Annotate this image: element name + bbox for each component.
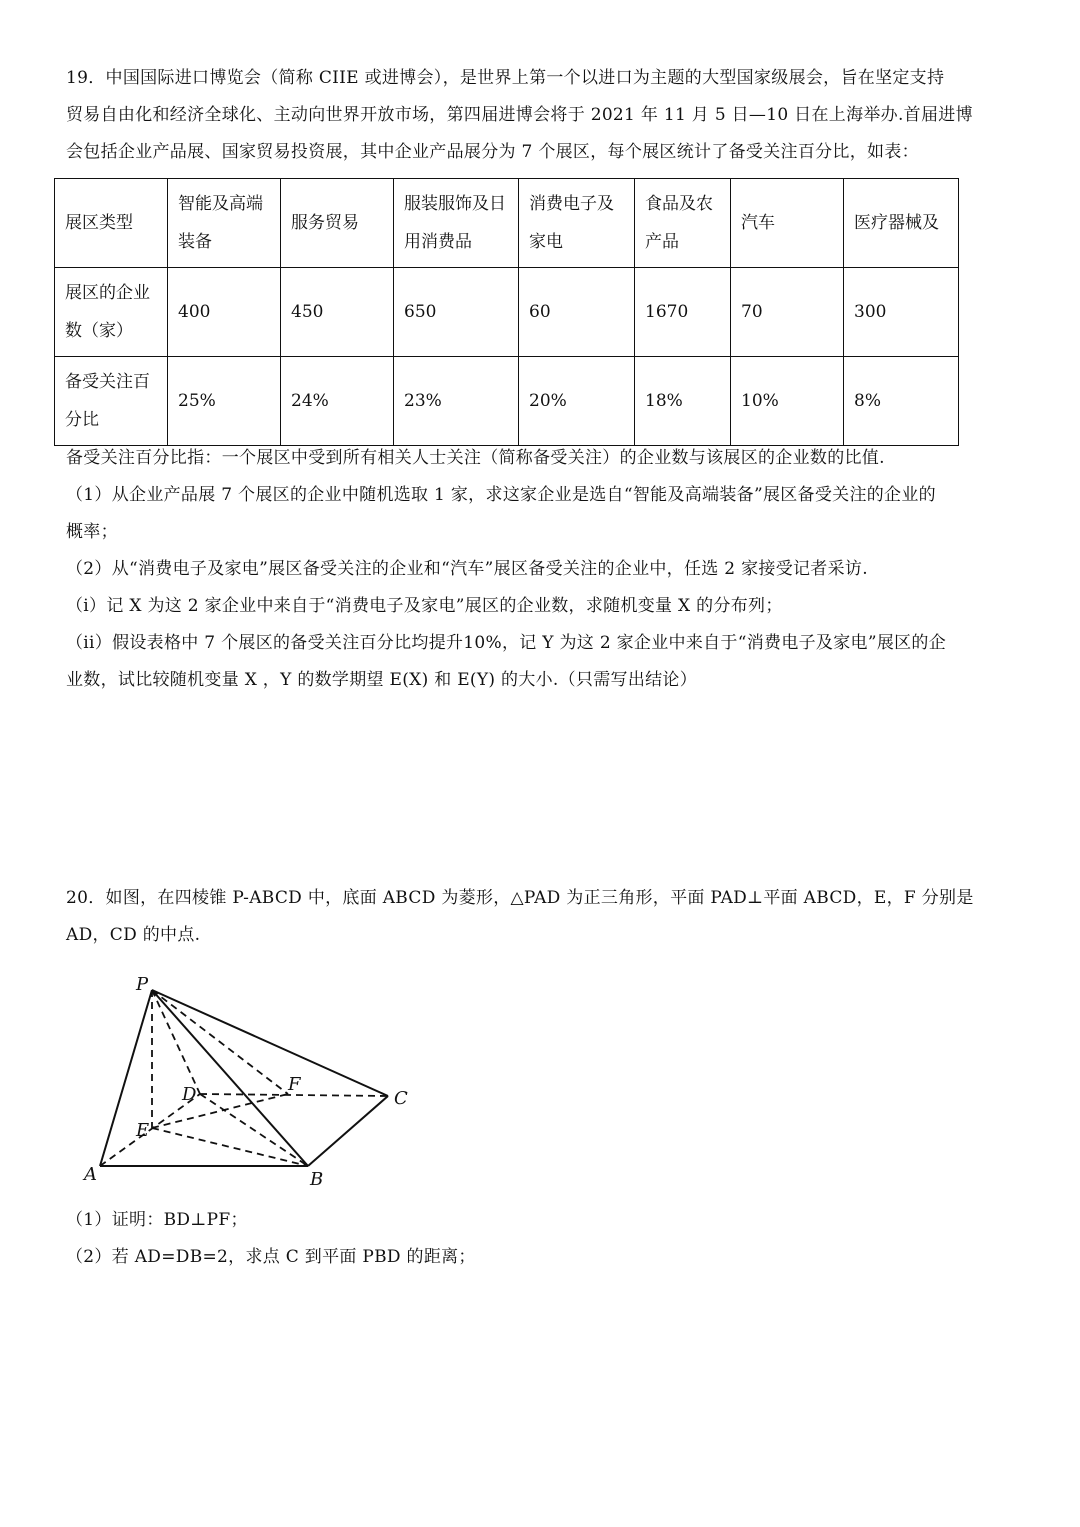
- question-2-line: （2）从“消费电子及家电”展区备受关注的企业和“汽车”展区备受关注的企业中，任选 2 家接受记者采访.: [66, 559, 868, 579]
- problem-20-line-2: AD，CD 的中点.: [66, 925, 201, 945]
- cell-count: 650: [394, 268, 519, 357]
- row-header-count: 展区的企业数（家）: [55, 268, 168, 357]
- cell-percent: 23%: [394, 357, 519, 446]
- label-F: F: [288, 1074, 301, 1095]
- cell-percent: 25%: [168, 357, 281, 446]
- cell-type: 食品及农产品: [635, 179, 731, 268]
- table-row-percent: [55, 357, 959, 446]
- label-C: C: [394, 1088, 408, 1109]
- cell-count: 1670: [635, 268, 731, 357]
- question-2i-line: （i）记 X 为这 2 家企业中来自于“消费电子及家电”展区的企业数，求随机变量 X 的分布列；: [66, 596, 783, 616]
- problem-20-questions: [66, 1202, 1020, 1276]
- problem-20-part-2: （2）若 AD=DB=2，求点 C 到平面 PBD 的距离；: [66, 1247, 476, 1267]
- exhibition-table: [54, 178, 959, 446]
- problem-20-part-1: （1）证明：BD⊥PF；: [66, 1210, 248, 1230]
- label-P: P: [136, 974, 149, 995]
- cell-type: 服务贸易: [281, 179, 394, 268]
- cell-count: 70: [731, 268, 844, 357]
- problem-19-line-3: 会包括企业产品展、国家贸易投资展，其中企业产品展分为 7 个展区，每个展区统计了备受关注百分比，如表：: [66, 142, 919, 162]
- pyramid-diagram: [70, 970, 430, 1190]
- definition-line: 备受关注百分比指：一个展区中受到所有相关人士关注（简称备受关注）的企业数与该展区的企业数的比值.: [66, 448, 885, 468]
- cell-percent: 10%: [731, 357, 844, 446]
- cell-count: 400: [168, 268, 281, 357]
- problem-19-intro: [66, 60, 1020, 171]
- label-D: D: [182, 1084, 197, 1105]
- cell-type: 智能及高端装备: [168, 179, 281, 268]
- cell-count: 300: [844, 268, 959, 357]
- label-E: E: [136, 1120, 150, 1141]
- cell-percent: 24%: [281, 357, 394, 446]
- label-B: B: [310, 1169, 324, 1190]
- segment-EB: [152, 1128, 308, 1166]
- problem-20-intro: [66, 880, 1020, 954]
- problem-19-line-1: 19．中国国际进口博览会（简称 CIIE 或进博会），是世界上第一个以进口为主题的大型国家级展会，旨在坚定支持: [66, 68, 945, 88]
- cell-percent: 8%: [844, 357, 959, 446]
- pyramid-figure: [70, 970, 430, 1195]
- cell-percent: 18%: [635, 357, 731, 446]
- edge-BC: [308, 1096, 388, 1166]
- cell-type: 消费电子及家电: [519, 179, 635, 268]
- problem-19-line-2: 贸易自由化和经济全球化、主动向世界开放市场，第四届进博会将于 2021 年 11 月 5 日—10 日在上海举办.首届进博: [66, 105, 973, 125]
- cell-type: 汽车: [731, 179, 844, 268]
- edge-PD: [152, 990, 200, 1094]
- segment-EF: [152, 1094, 288, 1128]
- cell-type: 医疗器械及: [844, 179, 959, 268]
- cell-percent: 20%: [519, 357, 635, 446]
- cell-type: 服装服饰及日用消费品: [394, 179, 519, 268]
- label-A: A: [84, 1164, 97, 1185]
- row-header-type: 展区类型: [55, 179, 168, 268]
- row-header-percent: 备受关注百分比: [55, 357, 168, 446]
- question-2ii-line-1: （ii）假设表格中 7 个展区的备受关注百分比均提升10%，记 Y 为这 2 家企业中来自于“消费电子及家电”展区的企: [66, 633, 947, 653]
- edge-PB: [152, 990, 308, 1166]
- question-2ii-line-2: 业数，试比较随机变量 X ，Y 的数学期望 E(X) 和 E(Y) 的大小.（只需写出结论）: [66, 670, 698, 690]
- cell-count: 60: [519, 268, 635, 357]
- question-1-line-1: （1）从企业产品展 7 个展区的企业中随机选取 1 家，求这家企业是选自“智能及高端装备”展区备受关注的企业的: [66, 485, 936, 505]
- question-1-line-2: 概率；: [66, 522, 118, 542]
- table-row-type: [55, 179, 959, 268]
- problem-20-line-1: 20．如图，在四棱锥 P-ABCD 中，底面 ABCD 为菱形，△PAD 为正三角形，平面 PAD⊥平面 ABCD，E，F 分别是: [66, 888, 974, 908]
- problem-19-questions: [66, 440, 1020, 699]
- table-row-count: [55, 268, 959, 357]
- cell-count: 450: [281, 268, 394, 357]
